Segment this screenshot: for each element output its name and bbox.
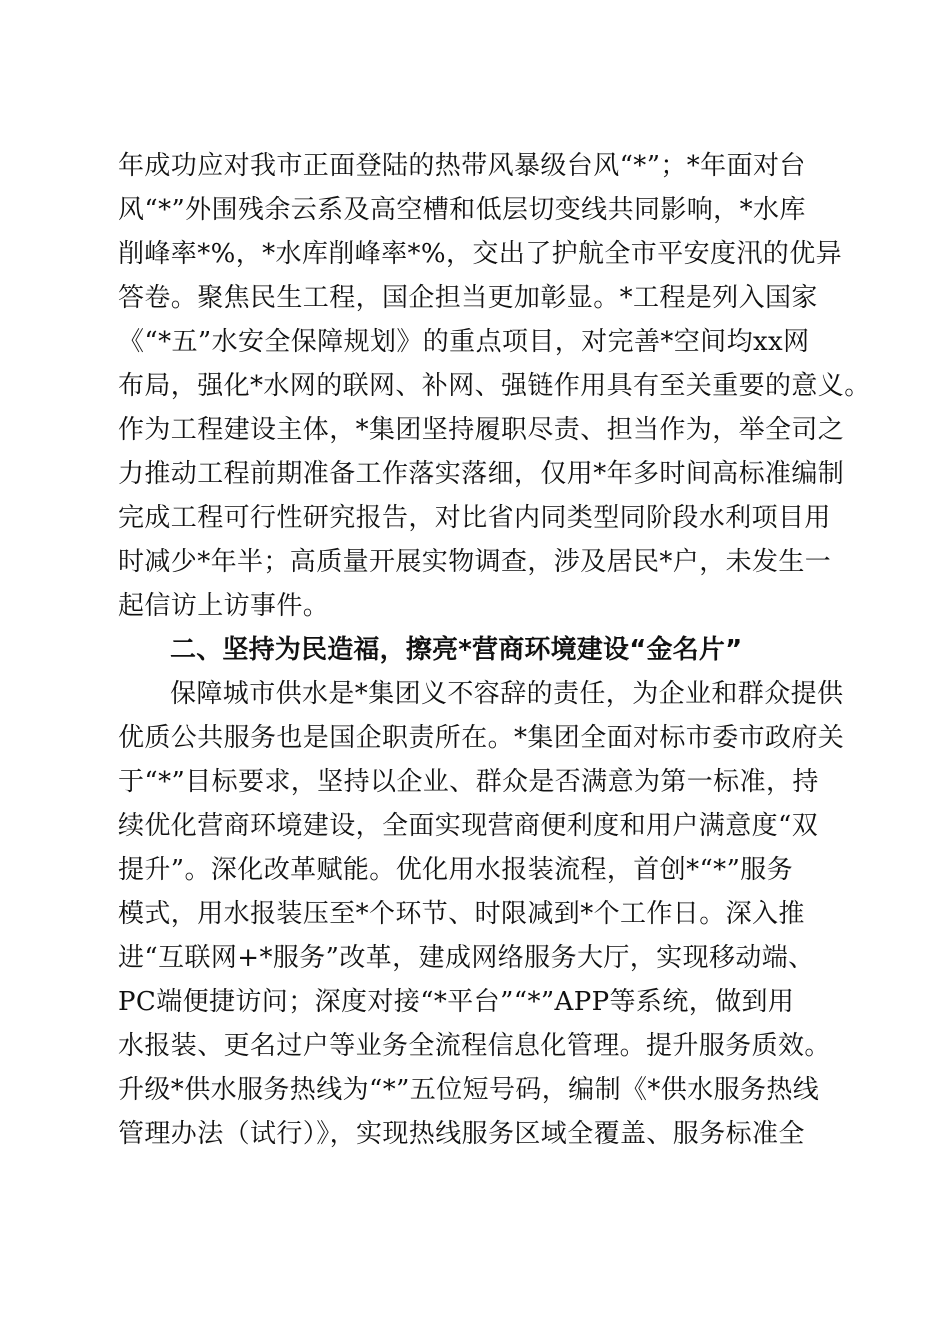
body-line: 布局，强化*水网的联网、补网、强链作用具有至关重要的意义。: [118, 371, 871, 401]
body-line: 削峰率*%，*水库削峰率*%，交出了护航全市平安度汛的优异: [118, 239, 843, 269]
body-line: 进“互联网+*服务”改革，建成网络服务大厅，实现移动端、: [118, 943, 815, 973]
body-line: PC端便捷访问；深度对接“*平台”“*”APP等系统，做到用: [118, 987, 795, 1017]
body-line: 力推动工程前期准备工作落实落细，仅用*年多时间高标准编制: [118, 459, 845, 489]
body-line: 水报装、更名过户等业务全流程信息化管理。提升服务质效。: [118, 1031, 831, 1061]
body-line: 作为工程建设主体，*集团坚持履职尽责、担当作为，举全司之: [118, 415, 845, 445]
body-line: 答卷。聚焦民生工程，国企担当更加彰显。*工程是列入国家: [118, 283, 818, 313]
body-line: 于“*”目标要求，坚持以企业、群众是否满意为第一标准，持: [118, 767, 819, 797]
body-line: 完成工程可行性研究报告，对比省内同类型同阶段水利项目用: [118, 503, 831, 533]
body-line: 《“*五”水安全保障规划》的重点项目，对完善*空间均xx网: [118, 327, 810, 357]
body-line: 时减少*年半；高质量开展实物调查，涉及居民*户，未发生一: [118, 547, 832, 577]
section-heading: 二、坚持为民造福，擦亮*营商环境建设“金名片”: [170, 635, 743, 665]
body-line: 提升”。深化改革赋能。优化用水报装流程，首创*“*”服务: [118, 855, 794, 885]
body-line: 续优化营商环境建设，全面实现营商便利度和用户满意度“双: [118, 811, 819, 841]
body-line: 风“*”外围残余云系及高空槽和低层切变线共同影响，*水库: [118, 195, 806, 225]
body-line: 起信访上访事件。: [118, 591, 330, 621]
body-line: 年成功应对我市正面登陆的热带风暴级台风“*”；*年面对台: [118, 151, 806, 181]
body-line: 升级*供水服务热线为“*”五位短号码，编制《*供水服务热线: [118, 1075, 820, 1105]
body-line: 保障城市供水是*集团义不容辞的责任，为企业和群众提供: [170, 679, 844, 709]
body-line: 模式，用水报装压至*个环节、时限减到*个工作日。深入推: [118, 899, 805, 929]
body-line: 管理办法（试行）》，实现热线服务区域全覆盖、服务标准全: [118, 1119, 805, 1149]
body-line: 优质公共服务也是国企职责所在。*集团全面对标市委市政府关: [118, 723, 845, 753]
document-body: [118, 144, 871, 1156]
